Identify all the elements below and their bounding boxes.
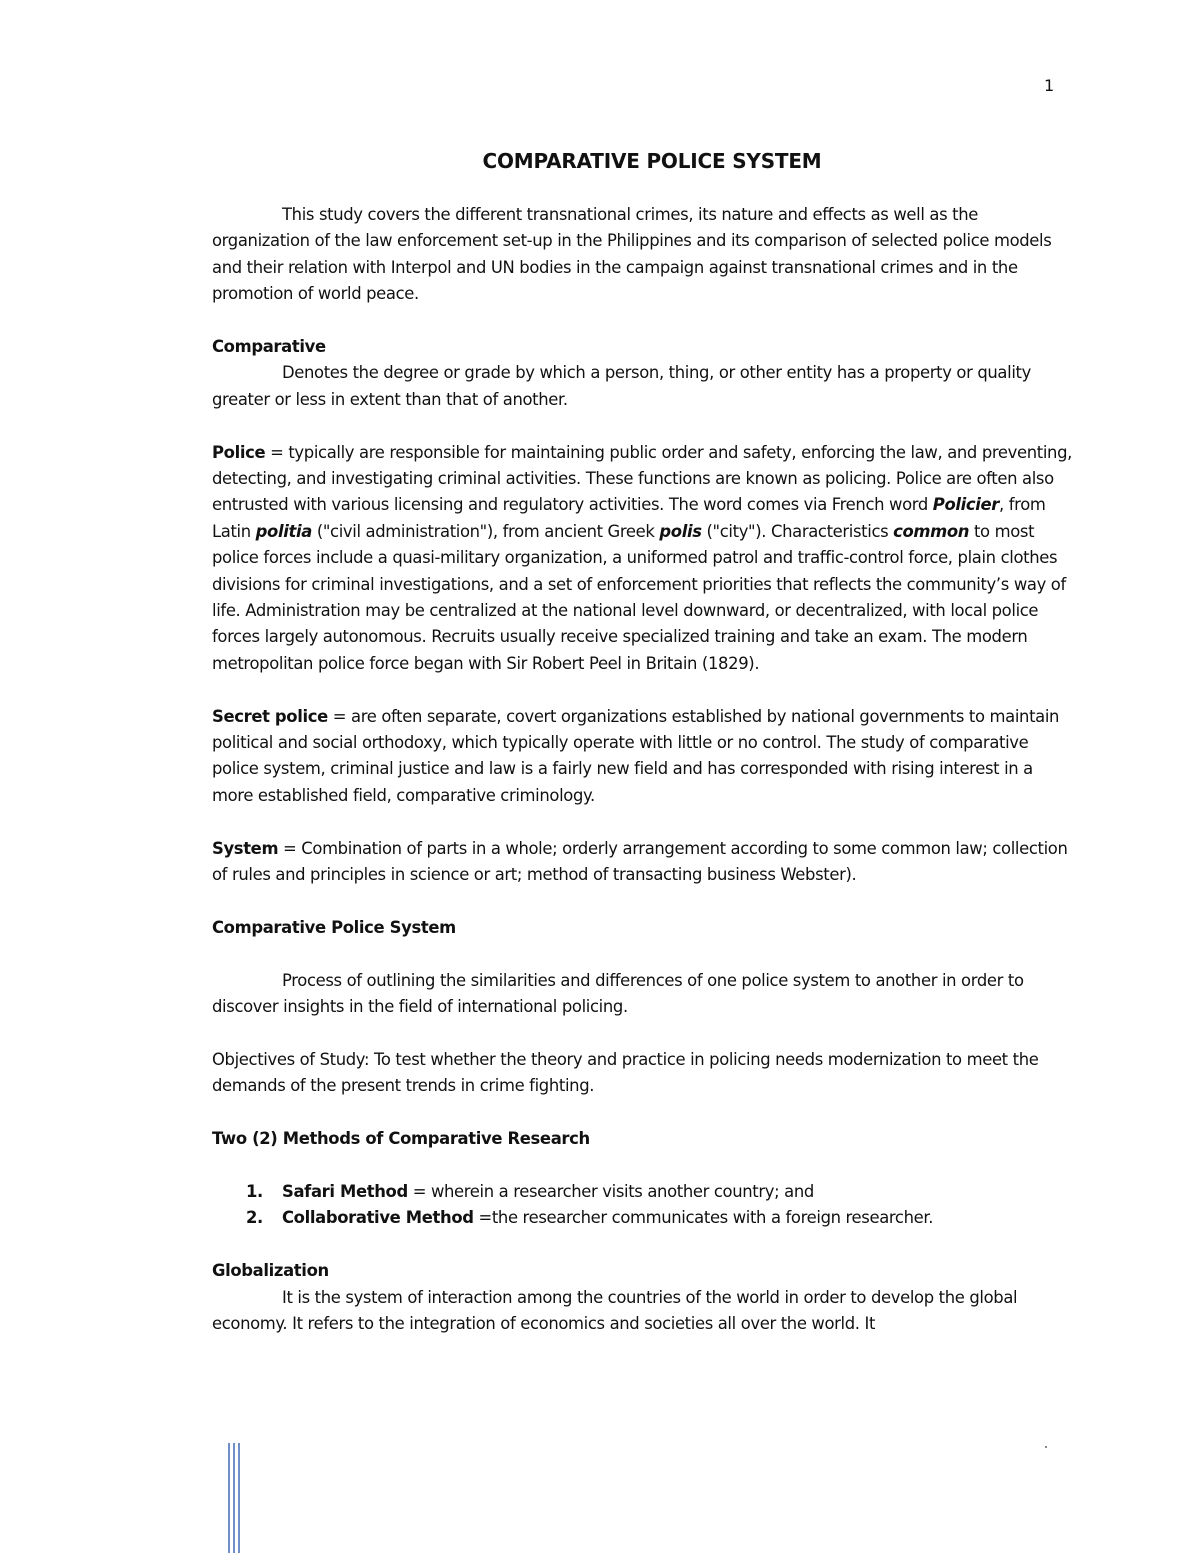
collaborative-method-text: =the researcher communicates with a foreign researcher. [473, 1208, 934, 1228]
globalization-definition: It is the system of interaction among the countries of the world in order to develop the global economy. It refers to the integration of economics and societies all over the world. It [212, 1287, 1018, 1333]
spacer [212, 1153, 1072, 1179]
secret-police-text: = are often separate, covert organizations established by national governments to maintain political and social orthodoxy, which typically operate with little or no control. The study of comparative police system, criminal justice and law is a fairly new field and has corresponded with rising interest in a more established field, comparative criminology. [212, 706, 1060, 805]
footer-line [228, 1443, 230, 1553]
list-item [212, 1205, 1072, 1231]
objectives-paragraph: Objectives of Study: To test whether the theory and practice in policing needs modernization to meet the demands of the present trends in crime fighting. [212, 1049, 1039, 1096]
spacer [212, 413, 1072, 439]
secret-police-paragraph [212, 704, 1072, 810]
list-number: 2. [246, 1208, 263, 1228]
spacer [212, 889, 1072, 915]
globalization-heading: Globalization [212, 1261, 329, 1281]
spacer [212, 1232, 1072, 1258]
safari-method-text: = wherein a researcher visits another country; and [407, 1181, 814, 1201]
police-paragraph [212, 440, 1072, 678]
system-paragraph [212, 836, 1072, 889]
system-text: = Combination of parts in a whole; orderly arrangement according to some common law; collection of rules and principles in science or art; method of transacting business Webster). [212, 838, 1068, 885]
list-number: 1. [246, 1181, 263, 1201]
spacer [212, 941, 1072, 967]
police-text-3: ("civil administration"), from ancient Greek [311, 521, 660, 541]
police-text-1: = typically are responsible for maintaining public order and safety, enforcing the law, and preventing, detecting, and investigating criminal activities. These functions are known as policing. Police are often also entrusted with various licensing and regulatory activities. The word comes via French word [212, 442, 1073, 515]
cps-definition: Process of outlining the similarities and differences of one police system to another in order to discover insights in the field of international policing. [212, 970, 1024, 1017]
comparative-heading: Comparative [212, 337, 326, 357]
spacer [212, 1100, 1072, 1126]
system-term: System [212, 838, 279, 858]
collaborative-method-term: Collaborative Method [282, 1208, 474, 1228]
document-body [212, 146, 1072, 1337]
term-politia: politia [255, 521, 312, 541]
intro-paragraph: This study covers the different transnational crimes, its nature and effects as well as the organization of the law enforcement set-up in the Philippines and its comparison of selected police models and their relation with Interpol and UN bodies in the campaign against transnational crimes and in the promotion of world peace. [212, 205, 1052, 304]
police-text-4: ("city"). Characteristics [701, 521, 894, 541]
term-polis: polis [659, 521, 702, 541]
term-common: common [893, 521, 970, 541]
safari-method-term: Safari Method [282, 1181, 408, 1201]
police-text-2: , from Latin [212, 495, 1046, 541]
list-item [212, 1179, 1072, 1205]
footer-decoration [228, 1443, 244, 1553]
spacer [212, 1021, 1072, 1047]
footer-line [233, 1443, 235, 1553]
secret-police-term: Secret police [212, 706, 328, 726]
spacer [212, 809, 1072, 835]
comparative-definition: Denotes the degree or grade by which a person, thing, or other entity has a property or quality greater or less in extent than that of another. [212, 363, 1031, 409]
footer-dot [1045, 1446, 1047, 1448]
spacer [212, 308, 1072, 334]
police-term: Police [212, 442, 266, 462]
cps-heading: Comparative Police System [212, 917, 456, 937]
methods-list [212, 1179, 1072, 1232]
police-text-5: to most police forces include a quasi-military organization, a uniformed patrol and traffic-control force, plain clothes divisions for criminal investigations, and a set of enforcement priorities that reflects the community’s way of life. Administration may be centralized at the national level downward, or decentralized, with local police forces largely autonomous. Recruits usually receive specialized training and take an exam. The modern metropolitan police force began with Sir Robert Peel in Britain (1829). [212, 521, 1066, 673]
page-number: 1 [1044, 76, 1055, 95]
document-title: COMPARATIVE POLICE SYSTEM [482, 149, 822, 173]
term-policier: Policier [932, 495, 1000, 515]
methods-heading: Two (2) Methods of Comparative Research [212, 1129, 590, 1149]
spacer [212, 677, 1072, 703]
footer-line [238, 1443, 240, 1553]
